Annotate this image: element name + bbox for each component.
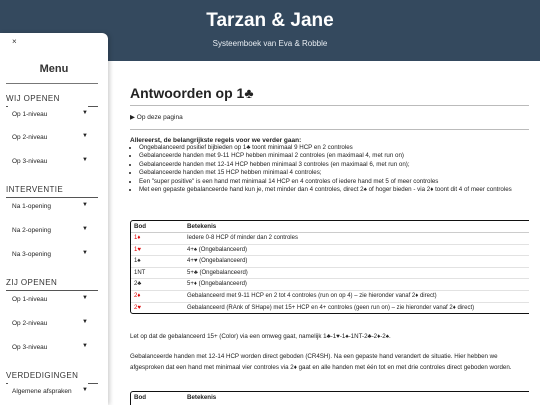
main-content	[117, 61, 529, 405]
select-label: Na 1-opening	[12, 203, 52, 210]
select-zij-op-1-niveau[interactable]	[8, 291, 88, 308]
chevron-down-icon: ▼	[82, 343, 88, 349]
bid-table-2	[130, 391, 529, 405]
intro-heading: Allereerst, de belangrijkste regels voor we verder gaan:	[130, 137, 302, 144]
table-row	[131, 279, 529, 291]
table-row	[131, 303, 529, 314]
section-heading: WIJ OPENEN	[6, 94, 98, 107]
bid-cell: 2♦	[134, 292, 141, 299]
bid-table	[130, 220, 529, 314]
select-label: Algemene afspraken	[12, 388, 72, 395]
chevron-down-icon: ▼	[82, 387, 88, 393]
bid-cell: 1♠	[134, 258, 141, 265]
rule-item: • Gebalanceerde handen met 12-14 HCP hebben minimaal 3 controles (en maximaal 6, met run on);	[139, 161, 529, 169]
chevron-down-icon: ▼	[82, 133, 88, 139]
select-op-3-niveau[interactable]	[8, 153, 88, 170]
select-algemene-afspraken[interactable]	[8, 383, 88, 400]
rule-item: • Gebalanceerde handen met 9-11 HCP hebben minimaal 2 controles (en maximaal 4, met run on)	[139, 152, 529, 160]
chevron-down-icon: ▼	[82, 295, 88, 301]
bid-cell: 1NT	[134, 269, 146, 276]
header-betekenis: Betekenis	[187, 223, 217, 230]
menu-title: Menu	[39, 63, 69, 75]
bid-cell: 1♥	[134, 246, 141, 253]
header-bod: Bod	[134, 223, 147, 230]
header-betekenis: Betekenis	[187, 394, 217, 401]
table-row	[131, 245, 529, 257]
select-zij-op-2-niveau[interactable]	[8, 315, 88, 332]
meaning-cell: Gebalanceerd (RAnk of SHape) met 15+ HCP en 4+ controles (geen run on) – zie hieronder vanaf 2♦ direct)	[187, 304, 475, 311]
table-row	[131, 268, 529, 280]
chevron-down-icon: ▼	[82, 319, 88, 325]
select-label: Na 3-opening	[12, 251, 52, 258]
section-heading: ZIJ OPENEN	[6, 278, 98, 291]
select-label: Op 3-niveau	[12, 344, 48, 351]
chevron-down-icon: ▼	[82, 157, 88, 163]
select-label: Op 3-niveau	[12, 158, 48, 165]
meaning-cell: Iedere 0-8 HCP óf minder dan 2 controles	[187, 235, 298, 241]
sidebar-menu	[0, 33, 108, 405]
meaning-cell: Gebalanceerd met 9-11 HCP en 2 tot 4 controles (run on op 4) – zie hieronder vanaf 2♦ direct)	[187, 292, 437, 299]
table-row	[131, 291, 529, 303]
rule-item: • Met een gepaste gebalanceerde hand kun je, met minder dan 4 controles, direct 2♠ of hoger bieden - via 2♦ toont dit 4 of meer controles	[139, 186, 529, 194]
site-subtitle: Systeemboek van Eva & Robble	[212, 39, 328, 48]
balanced-paragraph: Gebalanceerde handen met 12-14 HCP worden direct geboden (CR4SH). Na een gepaste hand verandert de situatie. Hier hebben we afgesproken dat een hand met minimaal vier controles via 2♦ gaat en alle handen met één tot en met drie controles direct geboden worden.	[130, 353, 512, 371]
meaning-cell: 4+♥ (Ongebalanceerd)	[187, 258, 248, 265]
meaning-cell: 4+♠ (Ongebalanceerd)	[187, 246, 248, 253]
menu-divider	[6, 83, 98, 84]
title-divider	[130, 105, 529, 106]
select-label: Op 1-niveau	[12, 296, 48, 303]
table-row	[131, 256, 529, 268]
toc-divider	[130, 129, 529, 130]
meaning-cell: 5+♦ (Ongebalanceerd)	[187, 281, 247, 288]
site-title: Tarzan & Jane	[206, 10, 334, 31]
section-heading: VERDEDIGINGEN	[6, 371, 98, 384]
chevron-down-icon: ▼	[82, 202, 88, 208]
bid-cell: 2♥	[134, 304, 141, 311]
chevron-down-icon: ▼	[82, 226, 88, 232]
chevron-down-icon: ▼	[82, 250, 88, 256]
table-header	[131, 392, 529, 403]
bid-cell: 1♦	[134, 235, 141, 241]
rule-item: • Een "super positive" is een hand met minimaal 14 HCP en 4 controles of iedere hand met 5 of meer controles	[139, 178, 529, 186]
table-header	[131, 221, 529, 233]
rule-item: • Ongebalanceerd positief bijbieden op 1♣ toont minimaal 9 HCP en 2 controles	[139, 144, 529, 152]
rule-item: • Gebalanceerde handen met 15 HCP hebben minimaal 4 controles;	[139, 169, 529, 177]
select-na-2-opening[interactable]	[8, 222, 88, 239]
select-op-2-niveau[interactable]	[8, 129, 88, 146]
select-label: Op 2-niveau	[12, 134, 48, 141]
select-label: Na 2-opening	[12, 227, 52, 234]
header-bod: Bod	[134, 394, 147, 401]
meaning-cell: 5+♣ (Ongebalanceerd)	[187, 269, 248, 276]
toc-toggle[interactable]: ▶ Op deze pagina	[130, 114, 183, 121]
bid-cell: 2♣	[134, 281, 142, 288]
select-label: Op 2-niveau	[12, 320, 48, 327]
section-heading: INTERVENTIE	[6, 185, 98, 198]
select-na-3-opening[interactable]	[8, 246, 88, 263]
select-op-1-niveau[interactable]	[8, 106, 88, 123]
close-icon[interactable]: ×	[12, 37, 17, 46]
sequence-note: Let op dat de gebalanceerd 15+ (Color) via een omweg gaat, namelijk 1♣-1♥-1♠-1NT-2♣-2♦-2♠.	[130, 333, 391, 340]
chevron-down-icon: ▼	[82, 110, 88, 116]
select-zij-op-3-niveau[interactable]	[8, 339, 88, 356]
page-title: Antwoorden op 1♣	[130, 85, 254, 101]
select-na-1-opening[interactable]	[8, 198, 88, 215]
table-row	[131, 233, 529, 245]
rules-list	[130, 144, 529, 194]
select-label: Op 1-niveau	[12, 111, 48, 118]
